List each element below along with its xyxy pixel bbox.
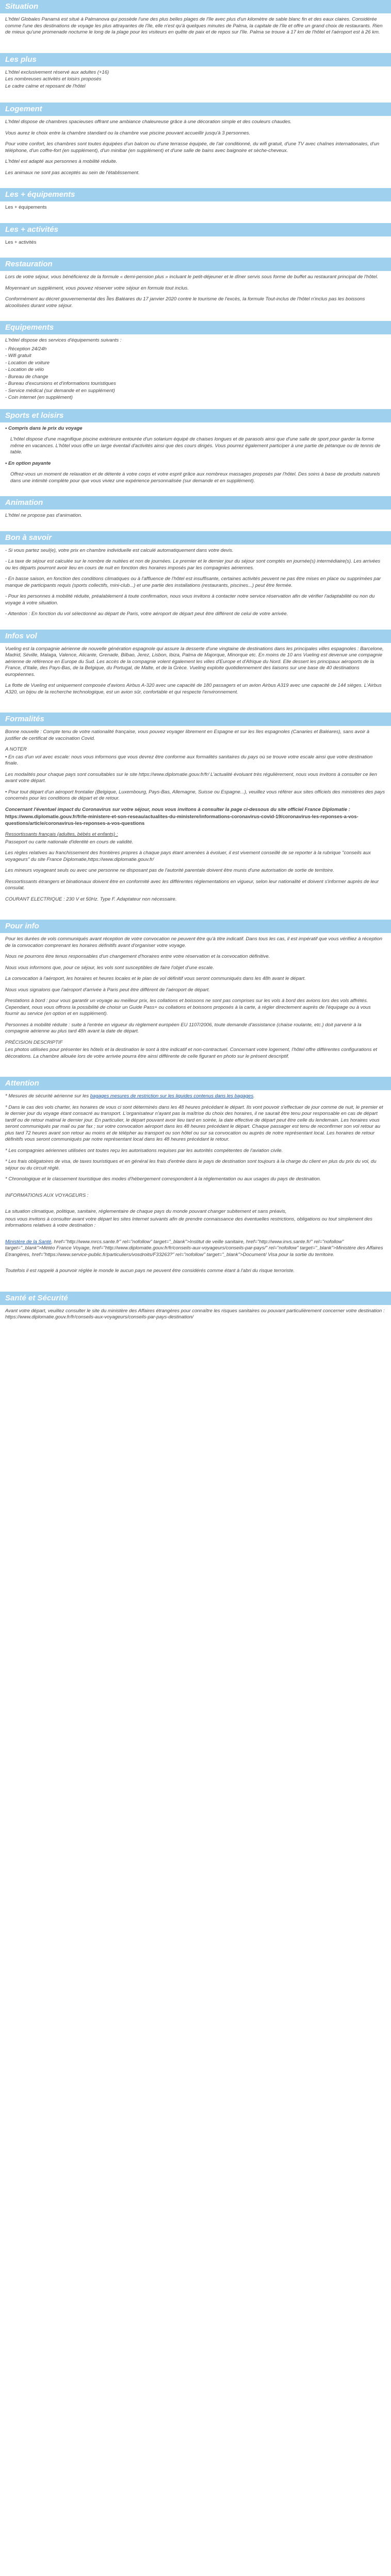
equip-plus-text: Les + équipements xyxy=(5,205,47,210)
section-header-activ-plus: Les + activités xyxy=(0,223,391,236)
sports-paid-text: Offrez-vous un moment de relaxation et de détente à votre corps et votre esprit grâce aux nombreux massages proposés par l'hôtel. Des soins à base de produits naturels dans une intimité complète pour que vous viviez une expérience personnalisée (sur demande et en supplément). xyxy=(10,471,382,484)
formalites-covid-notice: Concernant l'éventuel impact du Coronavirus sur votre séjour, nous vous invitons à consulter la page ci-dessous du site officiel France Diplomatie : xyxy=(5,806,350,812)
attention-text: * Les compagnies aériennes utilisées ont toutes reçu les autorisations requises par les autorités compétentes de l'aviation civile. xyxy=(5,1147,283,1154)
formalites-text: Bonne nouvelle : Compte tenu de votre nationalité française, vous pouvez voyager librement en Espagne et sur les îles espagnoles (Canaries et Baléares), sans avoir à justifier de certificat de vaccination Covid. xyxy=(5,729,371,741)
sports-included-text: L'hôtel dispose d'une magnifique piscine extérieure entourée d'un solarium équipé de chaises longues et de parasols ainsi que d'une salle de sport pour garder la forme même en vacances. L'hôtel vous offre un large éventail d'activités ainsi que des cours dirigés. Vous pourrez également participer à une partie de pétanque ou de tennis de table. xyxy=(10,436,382,455)
section-header-formalites: Formalités xyxy=(0,713,391,726)
bon-a-savoir-text: - La taxe de séjour est calculée sur le nombre de nuitées et non de journées. Le premier et le dernier jour du séjour sont comptés en journée(s) intermédiaire(s). Les arrivées ou les départs pourront avoir lieu en cours de nuit en fonction des horaires imposés par les compagnies aériennes. xyxy=(5,558,382,571)
attention-text-start: * Mesures de sécurité aérienne sur les xyxy=(5,1093,90,1099)
formalites-french-heading: Ressortissants français (adultes, bébés et enfants) : xyxy=(5,832,118,837)
section-attention xyxy=(0,1090,391,1281)
section-header-animation: Animation xyxy=(0,496,391,510)
section-header-sports: Sports et loisirs xyxy=(0,409,391,422)
section-header-restauration: Restauration xyxy=(0,258,391,271)
section-equipements xyxy=(0,334,391,404)
animation-text: L'hôtel ne propose pas d'animation. xyxy=(5,513,83,518)
ministere-sante-link[interactable]: Ministère de la Santé xyxy=(5,1239,52,1245)
situation-text: L'hôtel Globales Panamá est situé à Palmanova qui possède l'une des plus belles plages de l'île avec plus d'un kilomètre de sable blanc fin et des eaux claires. Considérée comme l'une des destinations de voyage les plus attrayantes de l'île, elle n'est qu'à quelques minutes de Palma, la capitale de l'île et offre un grand choix de restaurants. Rien de mieux qu'une promenade nocturne le long de la plage pour les visiteurs en quête de paix et de repos sur l'île. Palma se trouve à 17 km de l'hôtel et l'aéroport est à 26 km. xyxy=(5,16,384,35)
sports-included-heading: • Compris dans le prix du voyage xyxy=(5,425,83,431)
attention-links-text: , href="http://www.mrcs.sante.fr" rel="nofollow" target="_blank">Institut de veille sanitaire, href="http://www.invs.sante.fr/" rel="nofollow" target="_blank">Météo France Voyage, href="http://www.diplomatie.gouv.fr/fr/conseils-aux-voyageurs/conseils-par-pays/" rel="nofollow" target="_blank">Ministère des Affaires Etrangères, href="https://www.service-public.fr/particuliers/vosdroits/F33263?" rel="nofollow" target="_blank">Document/ Visa pour la sortie du territoire. xyxy=(5,1239,385,1258)
section-header-sante: Santé et Sécurité xyxy=(0,1292,391,1305)
logement-text: Vous aurez le choix entre la chambre standard ou la chambre vue piscine pouvant accueillir jusqu'à 3 personnes. xyxy=(5,130,251,136)
sports-included-heading-text: Compris dans le prix du voyage xyxy=(8,425,83,431)
formalites-electric: COURANT ELECTRIQUE : 230 V et 50Hz. Type F. Adaptateur non nécessaire. xyxy=(5,896,177,902)
attention-text: * Les frais obligatoires de visa, de taxes touristiques et en général les frais d'entrée dans le pays de destination sont toujours à la charge du client en plus du prix du vol, du séjour ou du circuit réglé. xyxy=(5,1159,378,1171)
section-pour-info xyxy=(0,933,391,1066)
formalites-text: • En cas d'un vol avec escale: nous vous informons que vous devrez être conforme aux formalités sanitaires du pays où se trouve votre escale ainsi que votre destination finale. xyxy=(5,754,374,766)
logement-text: Pour votre confort, les chambres sont toutes équipées d'un balcon ou d'une terrasse équipée, de l'air conditionné, du wifi gratuit, d'une TV avec chaînes internationales, d'un téléphone, d'un coffre-fort (en supplément), d'un minibar (en supplément) et d'une salle de bains avec baignoire et sèche-cheveux. xyxy=(5,141,381,154)
bon-a-savoir-text: - En basse saison, en fonction des conditions climatiques ou à l'affluence de l'hôtel est insuffisante, certaines activités peuvent ne pas être mises en place ou supprimées par manque de participants requis (sports collectifs, mini-club...) et une partie des installations (restaurants, piscines...) peut être fermée. xyxy=(5,576,382,588)
section-header-infos-vol: Infos vol xyxy=(0,630,391,643)
infos-vol-text: Vueling est la compagnie aérienne de nouvelle génération espagnole qui assure la desserte d'une vingtaine de destinations dans les principales villes espagnoles : Barcelone, Madrid, Séville, Malaga, Valence, Alicante, Grenade, Bilbao, Jerez, Lisbon, Ibiza, Palma de Majorque, Minorque etc. En moins de 10 ans Vueling est devenue une compagnie aérienne de référence en Europe du Sud. Les accès de la compagnie volent également les villes d'Europe et d'Afrique du Nord. Elle dessert les principaux aéroports de la France, d'Italie, des Pays-Bas, de la Belgique, du Portugal, de Malte, et de la Grèce. Vueling exploite quotidiennement des liaisons sur une base de 40 destinations européennes. xyxy=(5,646,385,677)
formalites-text: Les mineurs voyageant seuls ou avec une personne ne disposant pas de l'autorité parentale doivent être munis d'une autorisation de sortie de territoire. xyxy=(5,868,334,873)
sante-text: Avant votre départ, veuillez consulter le site du ministère des Affaires étrangères pour connaître les risques sanitaires ou pouvant particulièrement concerner votre destination : https://www.diplomatie.gouv.fr/fr/conseils-aux-voyageurs/conseils-par-pays-destination/ xyxy=(5,1308,386,1320)
pour-info-text: Prestations à bord : pour vous garantir un voyage au meilleur prix, les collations et boissons ne sont pas comprises sur les vols à bord des avions lors des vols affrétés. Cependant, nous vous offrons la possibilité de choisir un Guide Pass+ ou collations et boissons proposés à la carte, à régler directement auprès de l'équipage ou à vous fournir au service (en option et en supplément). xyxy=(5,998,372,1016)
pour-info-text: Pour les durées de vols communiqués avant réception de votre convocation ne peuvent être qu'à titre indicatif. Dans tous les cas, il est impératif que vous vérifiiez à réception de la convocation comprenant les horaires définitifs avant d'organiser votre voyage. xyxy=(5,936,384,948)
section-header-plus: Les plus xyxy=(0,53,391,66)
sports-paid-heading: • En option payante xyxy=(5,460,51,466)
attention-text: Toutefois il est rappelé à pourvoir réglée le monde le aucun pays ne peuvent être considérés comme étant à l'abri du risque terroriste. xyxy=(5,1268,295,1274)
section-header-bon-a-savoir: Bon à savoir xyxy=(0,531,391,545)
restauration-text: Lors de votre séjour, vous bénéficierez de la formule « demi-pension plus » incluant le petit-déjeuner et le dîner servis sous forme de buffet au restaurant principal de l'hôtel. xyxy=(5,274,379,280)
pour-info-text: Nous vous informons que, pour ce séjour, les vols sont susceptibles de faire l'objet d'une escale. xyxy=(5,964,214,971)
bon-a-savoir-text: - Attention : En fonction du vol sélectionné au départ de Paris, votre aéroport de départ peut être différent de celui de votre arrivée. xyxy=(5,611,288,617)
pour-info-text: La convocation à l'aéroport, les horaires et heures locales et le plan de vol définitif vous seront communiqués dans les 48h avant le départ. xyxy=(5,976,306,981)
formalites-text: • Pour tout départ d'un aéroport frontalier (Belgique, Luxembourg, Pays-Bas, Allemagne, Suisse ou Espagne...), veuillez vous référer aux sites officiels des ministères des pays concernés pour les conditions de départ et de retour. xyxy=(5,789,386,801)
pour-info-text: Personnes à mobilité réduite : suite à l'entrée en vigueur du règlement européen EU 1107/2006, toute demande d'assistance (chaise roulante, etc.) doit parvenir à la compagnie aérienne au plus tard 48h avant la date de départ. xyxy=(5,1022,363,1034)
section-bon-a-savoir xyxy=(0,545,391,624)
pour-info-text: Nous ne pourrons être tenus responsables d'un changement d'horaires entre votre réservation et la convocation définitive. xyxy=(5,954,270,959)
pour-info-text: Nous vous signalons que l'aéroport d'arrivée à Paris peut être différent de l'aéroport de départ. xyxy=(5,987,210,993)
infos-vol-text: La flotte de Vueling est uniquement composée d'avions Airbus A-320 avec une capacité de 180 passagers et un avion Airbus A319 avec une capacité de 144 sièges. L'Airbus A320, un bijou de la recherche technologique, est un avion sûr, confortable et qui respecte l'environnement. xyxy=(5,683,383,695)
equipements-item: - Location de voiture xyxy=(5,360,50,366)
formalites-text: Passeport ou carte nationale d'identité en cours de validité. xyxy=(5,839,134,845)
restauration-text: Conformément au décret gouvernemental des Îles Baléares du 17 janvier 2020 contre le tourisme de l'excès, la formule Tout-inclus de l'hôtel n'inclus pas les boissons alcoolisées durant votre séjour. xyxy=(5,296,367,309)
attention-links xyxy=(5,1239,386,1259)
equipements-item: - Service médical (sur demande et en supplément) xyxy=(5,387,115,394)
formalites-note-heading: A NOTER xyxy=(5,747,27,752)
attention-travellers-heading: INFORMATIONS AUX VOYAGEURS : xyxy=(5,1192,89,1198)
restauration-text: Moyennant un supplément, vous pouvez réserver votre séjour en formule tout inclus. xyxy=(5,285,189,291)
section-infos-vol xyxy=(0,643,391,703)
equipements-item: - Coin internet (en supplément) xyxy=(5,395,73,400)
attention-text xyxy=(5,1093,386,1100)
section-situation xyxy=(0,13,391,43)
bagages-liquides-link[interactable]: bagages mesures de restriction sur les liquides contenus dans les bagages xyxy=(90,1093,254,1099)
bon-a-savoir-text: - Si vous partez seul(e), votre prix en chambre individuelle est calculé automatiquement dans votre devis. xyxy=(5,547,234,553)
section-sante xyxy=(0,1305,391,1328)
attention-text: * Chronologique et le classement touristique des modes d'hébergement correspondent à la réglementation ou aux usages du pays de destination. xyxy=(5,1176,321,1182)
section-header-equip-plus: Les + équipements xyxy=(0,188,391,201)
section-header-logement: Logement xyxy=(0,103,391,116)
attention-text: La situation climatique, politique, sanitaire, réglementaire de chaque pays du monde pouvant changer subitement et sans préavis, xyxy=(5,1209,287,1214)
attention-text-end: . xyxy=(253,1093,255,1099)
section-logement xyxy=(0,116,391,183)
section-header-pour-info: Pour info xyxy=(0,920,391,933)
section-header-equipements: Equipements xyxy=(0,321,391,334)
section-sports xyxy=(0,422,391,492)
activ-plus-text: Les + activités xyxy=(5,239,37,245)
logement-text: L'hôtel dispose de chambres spacieuses offrant une ambiance chaleureuse grâce à une décoration simple et des couleurs chaudes. xyxy=(5,119,292,125)
attention-text: nous vous invitons à consulter avant votre départ les sites Internet suivants afin de prendre connaissance des éventuelles restrictions, obligations ou tout simplement des informations relatives à votre destination : xyxy=(5,1216,374,1228)
equipements-item: - Location de vélo xyxy=(5,367,44,372)
formalites-covid-link[interactable]: https://www.diplomatie.gouv.fr/fr/le-ministere-et-son-reseau/actualites-du-ministere/informations-coronavirus-covid-19/coronavirus-les-reponses-a-vos-questions/article/coronavirus-les-reponses-a-vos-questions xyxy=(5,814,359,826)
section-plus xyxy=(0,66,391,93)
pour-info-text: Les photos utilisées pour présenter les hôtels et la destination le sont à titre indicatif et non-contractuel. Concernant votre logement, l'hôtel offre différentes configurations et décorations. La chambre allouée lors de votre arrivée pourra être ainsi différente de celle figurant en photo sur le présent descriptif. xyxy=(5,1047,379,1059)
formalites-text: Les règles relatives au franchissement des frontières propres à chaque pays étant amenées à évoluer, il est vivement conseillé de se reporter à la rubrique "conseils aux voyageurs" du site France Diplomatie,https://www.diplomatie.gouv.fr/ xyxy=(5,850,372,862)
formalites-text: Ressortissants étrangers et binationaux doivent être en conformité avec les différentes réglementations en vigueur, selon leur nationalité et doivent s'informer auprès de leur consulat. xyxy=(5,878,380,891)
formalites-text: Les modalités pour chaque pays sont consultables sur le site https://www.diplomatie.gouv.fr/fr/ L'actualité évoluant très régulièrement, nous vous invitons à consulter ce lien avant votre départ. xyxy=(5,771,379,784)
section-header-situation: Situation xyxy=(0,0,391,13)
equipements-intro: L'hôtel dispose des services d'équipements suivants : xyxy=(5,337,122,343)
plus-item: L'hôtel exclusivement réservé aux adultes (+16) xyxy=(5,69,109,75)
equipements-item: - Bureau de change xyxy=(5,374,48,380)
section-animation xyxy=(0,510,391,526)
bon-a-savoir-text: - Pour les personnes à mobilité réduite, préalablement à toute confirmation, nous vous invitons à contacter notre service réservation afin de vérifier l'adaptabilité ou non du voyage à votre situation. xyxy=(5,594,376,606)
logement-text: Les animaux ne sont pas acceptés au sein de l'établissement. xyxy=(5,170,140,176)
equipements-item: - Wifi gratuit xyxy=(5,353,31,359)
plus-item: Les nombreuses activités et loisirs proposés xyxy=(5,76,102,82)
equipements-item: - Bureau d'excursions et d'informations touristiques xyxy=(5,381,116,386)
sports-paid-heading-text: En option payante xyxy=(8,460,51,466)
attention-text: * Dans le cas des vols charter, les horaires de vous ci sont déterminés dans les 48 heures précédant le départ. Ils vont pouvoir s'effectuer de jour comme de nuit, le premier et le dernier jour du voyage étant consacré au transport. L'organisateur n'ayant pas la maîtrise du choix des horaires, il ne saurait être tenu pour responsable en cas de départ tardif ou de retour matinal le dernier jour. En particulier, le départ pouvant avoir lieu tard en soirée, la date effective de départ peut être celle du lendemain. Les horaires vous seront communiqués par mail ou par fax ; sur votre convocation aéroport dans les 48 heures précédant le départ. Chaque passager est tenu de reconfirmer son vol retour au plus tard 72 heures avant son retour au moins et de télépher au transport ou son hôtel ou sur sa convocation ou auprès de notre représentant local. Les horaires de retour définitifs vous seront communiqués par notre représentant local dans les 48 heures précédant le retour. xyxy=(5,1104,385,1142)
section-restauration xyxy=(0,271,391,316)
section-activ-plus xyxy=(0,236,391,253)
section-equip-plus xyxy=(0,201,391,218)
logement-text: L'hôtel est adapté aux personnes à mobilité réduite. xyxy=(5,159,118,164)
equipements-item: - Réception 24/24h xyxy=(5,346,47,352)
plus-item: Le cadre calme et reposant de l'hôtel xyxy=(5,83,86,89)
section-formalites xyxy=(0,726,391,909)
pour-info-precision-heading: PRÉCISION DESCRIPTIF xyxy=(5,1039,63,1045)
section-header-attention: Attention xyxy=(0,1077,391,1090)
